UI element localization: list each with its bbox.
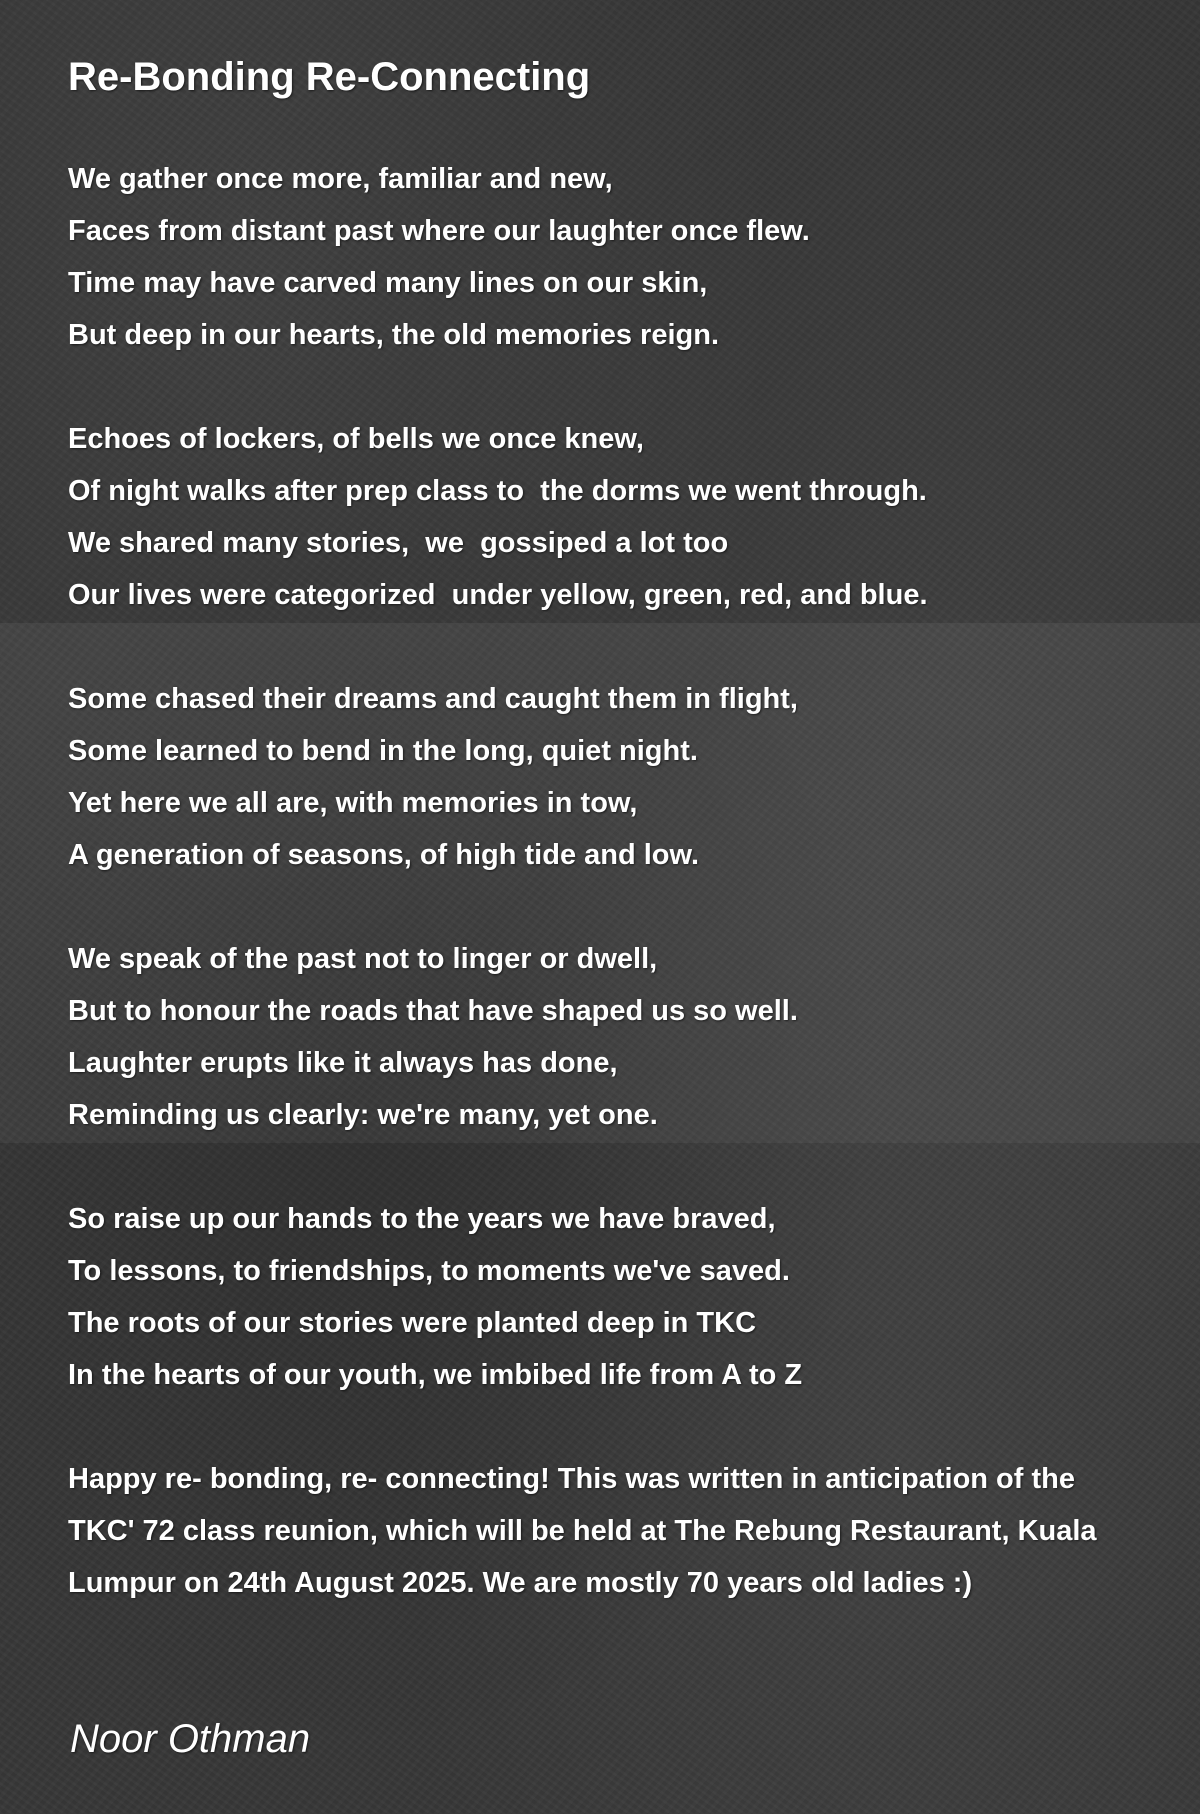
poem-line: Time may have carved many lines on our skin,	[68, 267, 708, 299]
poem-line: Echoes of lockers, of bells we once knew,	[68, 423, 644, 455]
poem-line: We gather once more, familiar and new,	[68, 163, 613, 195]
poem-title: Re-Bonding Re-Connecting	[68, 55, 591, 99]
poem-line: Reminding us clearly: we're many, yet one.	[68, 1099, 658, 1131]
reunion-note: Happy re- bonding, re- connecting! This was written in anticipation of the TKC' 72 class reunion, which will be held at The Rebung Restaurant, Kuala Lumpur on 24th August 2025. We are mostly 70 years old ladies :)	[68, 1463, 1097, 1599]
stanza-3	[68, 673, 1128, 881]
poem-line: A generation of seasons, of high tide and low.	[68, 839, 700, 871]
stanza-2	[68, 413, 1128, 621]
poem-line: Our lives were categorized under yellow, green, red, and blue.	[68, 579, 928, 611]
poem-line: So raise up our hands to the years we have braved,	[68, 1203, 776, 1235]
poem-line: Laughter erupts like it always has done,	[68, 1047, 618, 1079]
poem-line: Of night walks after prep class to the dorms we went through.	[68, 475, 927, 507]
author-name: Noor Othman	[70, 1717, 311, 1761]
poem-line: The roots of our stories were planted deep in TKC	[68, 1307, 757, 1339]
poem-line: Faces from distant past where our laughter once flew.	[68, 215, 810, 247]
poem-body	[68, 153, 1128, 1609]
poem-line: We shared many stories, we gossiped a lot too	[68, 527, 729, 559]
poem-line: Some learned to bend in the long, quiet night.	[68, 735, 698, 767]
poem-line: Yet here we all are, with memories in tow,	[68, 787, 638, 819]
poem-line: In the hearts of our youth, we imbibed life from A to Z	[68, 1359, 803, 1391]
poem-line: But to honour the roads that have shaped us so well.	[68, 995, 798, 1027]
poem-container	[68, 48, 1128, 1609]
poem-line: Some chased their dreams and caught them in flight,	[68, 683, 798, 715]
poem-line: We speak of the past not to linger or dwell,	[68, 943, 658, 975]
poem-line: But deep in our hearts, the old memories reign.	[68, 319, 719, 351]
stanza-5	[68, 1193, 1128, 1401]
stanza-4	[68, 933, 1128, 1141]
poem-line: To lessons, to friendships, to moments we've saved.	[68, 1255, 790, 1287]
stanza-1	[68, 153, 1128, 361]
